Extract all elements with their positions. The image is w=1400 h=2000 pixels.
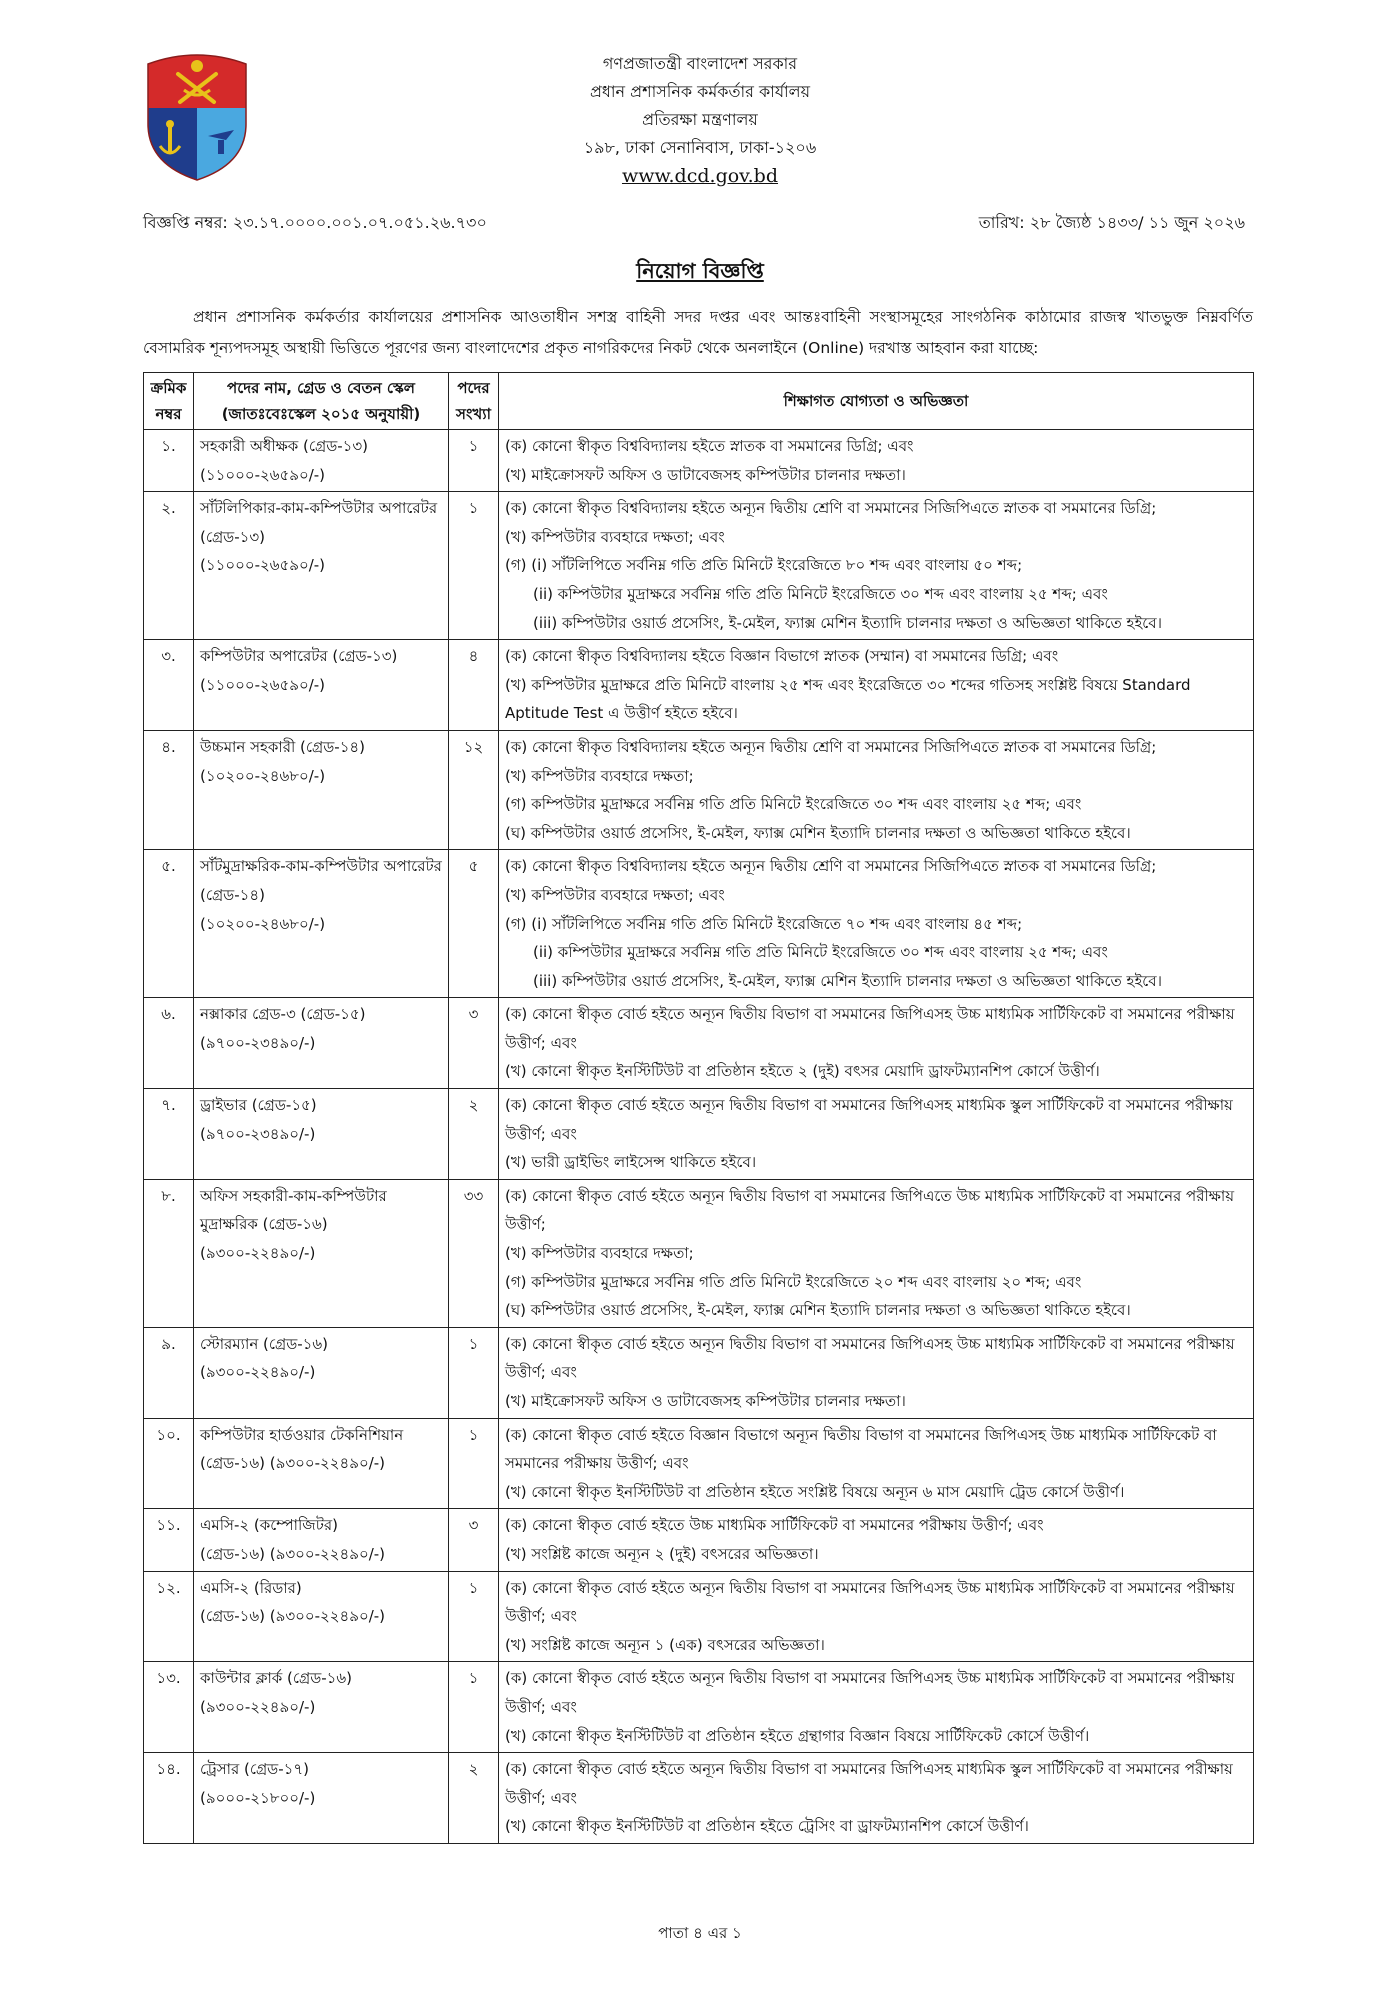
row-serial: ৫. — [144, 850, 194, 998]
post-count: ২ — [449, 1753, 499, 1844]
qualification-item: (iii) কম্পিউটার ওয়ার্ড প্রসেসিং, ই-মেইল, ফ্যাক্স মেশিন ইত্যাদি চালনার দক্ষতা ও অভিজ্ঞতা থাকিতে হইবে। — [533, 971, 1162, 990]
row-post — [194, 730, 449, 849]
row-qualification — [499, 1753, 1254, 1844]
row-post — [194, 1753, 449, 1844]
row-serial: ৭. — [144, 1089, 194, 1180]
row-qualification — [499, 1571, 1254, 1662]
armed-forces-crest-logo — [138, 46, 256, 182]
qualification-item: (ক) কোনো স্বীকৃত বোর্ড হইতে অন্যূন দ্বিতীয় বিভাগ বা সমমানের জিপিএতে উচ্চ মাধ্যমিক সার্টিফিকেট বা সমমানের পরীক্ষায় উত্তীর্ণ; — [505, 1186, 1235, 1234]
post-name: এমসি-২ (কম্পোজিটর) — [200, 1516, 338, 1535]
pay-scale: (১১০০০-২৬৫৯০/-) — [200, 556, 326, 575]
pay-scale: (৯৩০০-২২৪৯০/-) — [200, 1244, 316, 1263]
header-post: পদের নাম, গ্রেড ও বেতন স্কেল (জাতঃবেঃস্কেল ২০১৫ অনুযায়ী) — [194, 373, 449, 430]
memo-number: বিজ্ঞপ্তি নম্বর: ২৩.১৭.০০০০.০০১.০৭.০৫১.২৬.৭৩০ — [143, 213, 487, 232]
pay-scale: (৯৭০০-২৩৪৯০/-) — [200, 1033, 316, 1052]
qualification-item: (ক) কোনো স্বীকৃত বোর্ড হইতে অন্যূন দ্বিতীয় বিভাগ বা সমমানের জিপিএসহ মাধ্যমিক স্কুল সার্টিফিকেট বা সমমানের পরীক্ষায় উত্তীর্ণ; এবং — [505, 1760, 1233, 1807]
row-serial: ৩. — [144, 640, 194, 731]
table-row — [144, 1509, 1254, 1571]
qualification-item: (ঘ) কম্পিউটার ওয়ার্ড প্রসেসিং, ই-মেইল, ফ্যাক্স মেশিন ইত্যাদি চালনার দক্ষতা ও অভিজ্ঞতা থাকিতে হইবে। — [505, 1301, 1131, 1320]
qualification-item: (খ) মাইক্রোসফট অফিস ও ডাটাবেজসহ কম্পিউটার চালনার দক্ষতা। — [505, 1392, 906, 1410]
qualification-item: (ক) কোনো স্বীকৃত বিশ্ববিদ্যালয় হইতে অন্যূন দ্বিতীয় শ্রেণি বা সমমানের সিজিপিএতে স্নাতক বা সমমানের ডিগ্রি; — [505, 857, 1157, 876]
row-post — [194, 1089, 449, 1180]
table-row — [144, 492, 1254, 640]
row-post — [194, 1662, 449, 1753]
table-row — [144, 1089, 1254, 1180]
post-count: ৩ — [449, 998, 499, 1089]
row-qualification — [499, 730, 1254, 849]
letterhead — [450, 50, 950, 190]
row-serial: ১৪. — [144, 1753, 194, 1844]
post-count: ৩ — [449, 1509, 499, 1571]
row-serial: ১২. — [144, 1571, 194, 1662]
post-count: ৪ — [449, 640, 499, 731]
table-row — [144, 1418, 1254, 1509]
post-name: সাঁটমুদ্রাক্ষরিক-কাম-কম্পিউটার অপারেটর (গ্রেড-১৪) — [200, 857, 442, 904]
qualification-item: (ক) কোনো স্বীকৃত বিশ্ববিদ্যালয় হইতে অন্যূন দ্বিতীয় শ্রেণি বা সমমানের সিজিপিএতে স্নাতক বা সমমানের ডিগ্রি; — [505, 499, 1157, 518]
table-row — [144, 1753, 1254, 1844]
table-row — [144, 1662, 1254, 1753]
qualification-item: (খ) কম্পিউটার মুদ্রাক্ষরে প্রতি মিনিটে বাংলায় ২৫ শব্দ এবং ইংরেজিতে ৩০ শব্দের গতিসহ সংশ্লিষ্ট বিষয়ে Standard Aptitude Test এ উত্তীর্ণ হইতে হইবে। — [505, 675, 1191, 723]
qualification-item: (ক) কোনো স্বীকৃত বোর্ড হইতে অন্যূন দ্বিতীয় বিভাগ বা সমমানের জিপিএসহ উচ্চ মাধ্যমিক সার্টিফিকেট বা সমমানের পরীক্ষায় উত্তীর্ণ; এবং — [505, 1005, 1235, 1052]
post-name: সহকারী অধীক্ষক (গ্রেড-১৩) — [200, 437, 369, 455]
row-post — [194, 1327, 449, 1418]
pay-scale: (৯০০০-২১৮০০/-) — [200, 1788, 316, 1807]
row-serial: ৪. — [144, 730, 194, 849]
qualification-item: (খ) মাইক্রোসফট অফিস ও ডাটাবেজসহ কম্পিউটার চালনার দক্ষতা। — [505, 465, 906, 484]
row-post — [194, 1571, 449, 1662]
post-count: ৩৩ — [449, 1179, 499, 1327]
qualification-item: (গ) কম্পিউটার মুদ্রাক্ষরে সর্বনিম্ন গতি প্রতি মিনিটে ইংরেজিতে ৩০ শব্দ এবং বাংলায় ২৫ শব্দ; এবং — [505, 795, 1082, 814]
row-qualification — [499, 430, 1254, 492]
pay-scale: (১০২০০-২৪৬৮০/-) — [200, 914, 326, 933]
row-serial: ৬. — [144, 998, 194, 1089]
post-name: ড্রাইভার (গ্রেড-১৫) — [200, 1096, 317, 1115]
qualification-item: (খ) কোনো স্বীকৃত ইনস্টিটিউট বা প্রতিষ্ঠান হইতে ২ (দুই) বৎসর মেয়াদি ড্রাফটম্যানশিপ কোর্সে উত্তীর্ণ। — [505, 1062, 1100, 1081]
qualification-item: (ক) কোনো স্বীকৃত বিশ্ববিদ্যালয় হইতে স্নাতক বা সমমানের ডিগ্রি; এবং — [505, 437, 914, 455]
pay-scale: (১১০০০-২৬৫৯০/-) — [200, 465, 326, 484]
qualification-item: (ক) কোনো স্বীকৃত বোর্ড হইতে অন্যূন দ্বিতীয় বিভাগ বা সমমানের জিপিএসহ মাধ্যমিক স্কুল সার্টিফিকেট বা সমমানের পরীক্ষায় উত্তীর্ণ; এবং — [505, 1096, 1233, 1143]
qualification-item: (খ) কম্পিউটার ব্যবহারে দক্ষতা; এবং — [505, 885, 725, 904]
row-qualification — [499, 1509, 1254, 1571]
row-post — [194, 1179, 449, 1327]
row-qualification — [499, 1327, 1254, 1418]
row-post — [194, 1418, 449, 1509]
post-name: সাঁটলিপিকার-কাম-কম্পিউটার অপারেটর (গ্রেড-১৩) — [200, 499, 438, 546]
row-serial: ৯. — [144, 1327, 194, 1418]
row-qualification — [499, 492, 1254, 640]
page-number: পাতা ৪ এর ১ — [658, 1924, 742, 1942]
post-count: ৫ — [449, 850, 499, 998]
office-name: প্রধান প্রশাসনিক কর্মকর্তার কার্যালয় — [589, 82, 811, 101]
row-qualification — [499, 640, 1254, 731]
row-post — [194, 492, 449, 640]
qualification-item: (খ) ভারী ড্রাইভিং লাইসেন্স থাকিতে হইবে। — [505, 1153, 757, 1172]
ministry-name: প্রতিরক্ষা মন্ত্রণালয় — [642, 110, 758, 129]
vacancy-table — [143, 372, 1254, 1844]
row-serial: ১১. — [144, 1509, 194, 1571]
header-count: পদের সংখ্যা — [449, 373, 499, 430]
page-title: নিয়োগ বিজ্ঞপ্তি — [636, 259, 764, 283]
intro-paragraph: প্রধান প্রশাসনিক কর্মকর্তার কার্যালয়ের প্রশাসনিক আওতাধীন সশস্ত্র বাহিনী সদর দপ্তর এবং আন্তঃবাহিনী সংস্থাসমূহের সাংগঠনিক কাঠামোর রাজস্ব খাতভুক্ত নিম্নবর্ণিত বেসামরিক শূন্যপদসমূহ অস্থায়ী ভিত্তিতে পূরণের জন্য বাংলাদেশের প্রকৃত নাগরিকদের নিকট থেকে অনলাইনে (Online) দরখাস্ত আহবান করা যাচ্ছে: — [143, 308, 1253, 357]
qualification-item: (ক) কোনো স্বীকৃত বিশ্ববিদ্যালয় হইতে বিজ্ঞান বিভাগে স্নাতক (সম্মান) বা সমমানের ডিগ্রি; এবং — [505, 647, 1059, 666]
post-name: অফিস সহকারী-কাম-কম্পিউটার মুদ্রাক্ষরিক (গ্রেড-১৬) — [200, 1186, 387, 1234]
row-serial: ১০. — [144, 1418, 194, 1509]
table-row — [144, 1327, 1254, 1418]
qualification-item: (গ) (i) সাঁটলিপিতে সর্বনিম্ন গতি প্রতি মিনিটে ইংরেজিতে ৮০ শব্দ এবং বাংলায় ৫০ শব্দ; — [505, 556, 1023, 575]
qualification-item: (খ) কোনো স্বীকৃত ইনস্টিটিউট বা প্রতিষ্ঠান হইতে ট্রেসিং বা ড্রাফটম্যানশিপ কোর্সে উত্তীর্ণ। — [505, 1817, 1029, 1836]
table-header-row — [144, 373, 1254, 430]
table-row — [144, 430, 1254, 492]
row-post — [194, 850, 449, 998]
qualification-item: (ক) কোনো স্বীকৃত বোর্ড হইতে উচ্চ মাধ্যমিক সার্টিফিকেট বা সমমানের পরীক্ষায় উত্তীর্ণ; এবং — [505, 1516, 1044, 1535]
post-count: ১ — [449, 1571, 499, 1662]
pay-scale: (৯৩০০-২২৪৯০/-) — [200, 1363, 316, 1382]
row-qualification — [499, 1179, 1254, 1327]
qualification-item: (খ) কোনো স্বীকৃত ইনস্টিটিউট বা প্রতিষ্ঠান হইতে গ্রন্থাগার বিজ্ঞান বিষয়ে সার্টিফিকেট কোর্সে উত্তীর্ণ। — [505, 1726, 1090, 1745]
qualification-item: (ক) কোনো স্বীকৃত বোর্ড হইতে অন্যূন দ্বিতীয় বিভাগ বা সমমানের জিপিএসহ উচ্চ মাধ্যমিক সার্টিফিকেট বা সমমানের পরীক্ষায় উত্তীর্ণ; এবং — [505, 1578, 1235, 1626]
header-serial: ক্রমিক নম্বর — [144, 373, 194, 430]
post-name: এমসি-২ (রিডার) — [200, 1578, 302, 1597]
qualification-item: (ক) কোনো স্বীকৃত বোর্ড হইতে অন্যূন দ্বিতীয় বিভাগ বা সমমানের জিপিএসহ উচ্চ মাধ্যমিক সার্টিফিকেট বা সমমানের পরীক্ষায় উত্তীর্ণ; এবং — [505, 1669, 1235, 1716]
pay-scale: (১১০০০-২৬৫৯০/-) — [200, 675, 326, 694]
post-count: ১ — [449, 1662, 499, 1753]
post-name: নক্সাকার গ্রেড-৩ (গ্রেড-১৫) — [200, 1005, 366, 1024]
row-post — [194, 640, 449, 731]
table-row — [144, 1179, 1254, 1327]
pay-scale: (গ্রেড-১৬) (৯৩০০-২২৪৯০/-) — [200, 1454, 386, 1473]
table-row — [144, 850, 1254, 998]
pay-scale: (গ্রেড-১৬) (৯৩০০-২২৪৯০/-) — [200, 1607, 386, 1626]
row-qualification — [499, 998, 1254, 1089]
post-count: ১ — [449, 430, 499, 492]
pay-scale: (৯৭০০-২৩৪৯০/-) — [200, 1124, 316, 1143]
qualification-item: (ii) কম্পিউটার মুদ্রাক্ষরে সর্বনিম্ন গতি প্রতি মিনিটে ইংরেজিতে ৩০ শব্দ এবং বাংলায় ২৫ শব্দ; এবং — [533, 943, 1108, 962]
qualification-item: (খ) সংশ্লিষ্ট কাজে অন্যূন ১ (এক) বৎসরের অভিজ্ঞতা। — [505, 1635, 825, 1654]
row-serial: ৮. — [144, 1179, 194, 1327]
table-row — [144, 730, 1254, 849]
post-name: কম্পিউটার হার্ডওয়ার টেকনিশিয়ান — [200, 1425, 404, 1444]
qualification-item: (খ) সংশ্লিষ্ট কাজে অন্যূন ২ (দুই) বৎসরের অভিজ্ঞতা। — [505, 1544, 819, 1563]
table-row — [144, 1571, 1254, 1662]
qualification-item: (খ) কোনো স্বীকৃত ইনস্টিটিউট বা প্রতিষ্ঠান হইতে সংশ্লিষ্ট বিষয়ে অন্যূন ৬ মাস মেয়াদি ট্রেড কোর্সে উত্তীর্ণ। — [505, 1482, 1125, 1501]
qualification-item: (ঘ) কম্পিউটার ওয়ার্ড প্রসেসিং, ই-মেইল, ফ্যাক্স মেশিন ইত্যাদি চালনার দক্ষতা ও অভিজ্ঞতা থাকিতে হইবে। — [505, 823, 1131, 842]
row-qualification — [499, 850, 1254, 998]
pay-scale: (১০২০০-২৪৬৮০/-) — [200, 766, 326, 785]
qualification-item: (খ) কম্পিউটার ব্যবহারে দক্ষতা; এবং — [505, 527, 725, 546]
qualification-item: (খ) কম্পিউটার ব্যবহারে দক্ষতা; — [505, 766, 694, 785]
qualification-item: (iii) কম্পিউটার ওয়ার্ড প্রসেসিং, ই-মেইল, ফ্যাক্স মেশিন ইত্যাদি চালনার দক্ষতা ও অভিজ্ঞতা থাকিতে হইবে। — [533, 613, 1162, 632]
table-row — [144, 998, 1254, 1089]
post-name: স্টোরম্যান (গ্রেড-১৬) — [200, 1334, 329, 1353]
office-address: ১৯৮, ঢাকা সেনানিবাস, ঢাকা-১২০৬ — [583, 138, 817, 157]
post-count: ১২ — [449, 730, 499, 849]
post-count: ১ — [449, 1418, 499, 1509]
qualification-item: (ক) কোনো স্বীকৃত বিশ্ববিদ্যালয় হইতে অন্যূন দ্বিতীয় শ্রেণি বা সমমানের সিজিপিএতে স্নাতক বা সমমানের ডিগ্রি; — [505, 737, 1157, 756]
post-count: ২ — [449, 1089, 499, 1180]
header-qualification: শিক্ষাগত যোগ্যতা ও অভিজ্ঞতা — [499, 373, 1254, 430]
qualification-item: (ক) কোনো স্বীকৃত বোর্ড হইতে অন্যূন দ্বিতীয় বিভাগ বা সমমানের জিপিএসহ উচ্চ মাধ্যমিক সার্টিফিকেট বা সমমানের পরীক্ষায় উত্তীর্ণ; এবং — [505, 1334, 1235, 1382]
row-qualification — [499, 1089, 1254, 1180]
qualification-item: (ii) কম্পিউটার মুদ্রাক্ষরে সর্বনিম্ন গতি প্রতি মিনিটে ইংরেজিতে ৩০ শব্দ এবং বাংলায় ২৫ শব্দ; এবং — [533, 584, 1108, 603]
post-name: উচ্চমান সহকারী (গ্রেড-১৪) — [200, 737, 366, 756]
qualification-item: (গ) (i) সাঁটলিপিতে সর্বনিম্ন গতি প্রতি মিনিটে ইংরেজিতে ৭০ শব্দ এবং বাংলায় ৪৫ শব্দ; — [505, 914, 1023, 933]
row-post — [194, 1509, 449, 1571]
post-count: ১ — [449, 1327, 499, 1418]
row-serial: ২. — [144, 492, 194, 640]
post-name: কাউন্টার ক্লার্ক (গ্রেড-১৬) — [200, 1669, 353, 1688]
row-serial: ১৩. — [144, 1662, 194, 1753]
post-count: ১ — [449, 492, 499, 640]
govt-name: গণপ্রজাতন্ত্রী বাংলাদেশ সরকার — [602, 54, 798, 73]
qualification-item: (খ) কম্পিউটার ব্যবহারে দক্ষতা; — [505, 1244, 694, 1263]
row-qualification — [499, 1662, 1254, 1753]
row-qualification — [499, 1418, 1254, 1509]
pay-scale: (৯৩০০-২২৪৯০/-) — [200, 1697, 316, 1716]
qualification-item: (ক) কোনো স্বীকৃত বোর্ড হইতে বিজ্ঞান বিভাগে অন্যূন দ্বিতীয় বিভাগ বা সমমানের জিপিএসহ উচ্চ মাধ্যমিক সার্টিফিকেট বা সমমানের পরীক্ষায় উত্তীর্ণ; এবং — [505, 1425, 1217, 1473]
row-serial: ১. — [144, 430, 194, 492]
row-post — [194, 998, 449, 1089]
memo-date: তারিখ: ২৮ জ্যৈষ্ঠ ১৪৩৩/ ১১ জুন ২০২৬ — [978, 213, 1245, 232]
pay-scale: (গ্রেড-১৬) (৯৩০০-২২৪৯০/-) — [200, 1544, 386, 1563]
qualification-item: (গ) কম্পিউটার মুদ্রাক্ষরে সর্বনিম্ন গতি প্রতি মিনিটে ইংরেজিতে ২০ শব্দ এবং বাংলায় ২০ শব্দ; এবং — [505, 1272, 1082, 1291]
website-link[interactable]: www.dcd.gov.bd — [621, 165, 779, 187]
row-post — [194, 430, 449, 492]
table-row — [144, 640, 1254, 731]
post-name: ট্রেসার (গ্রেড-১৭) — [200, 1760, 309, 1779]
post-name: কম্পিউটার অপারেটর (গ্রেড-১৩) — [200, 647, 398, 666]
